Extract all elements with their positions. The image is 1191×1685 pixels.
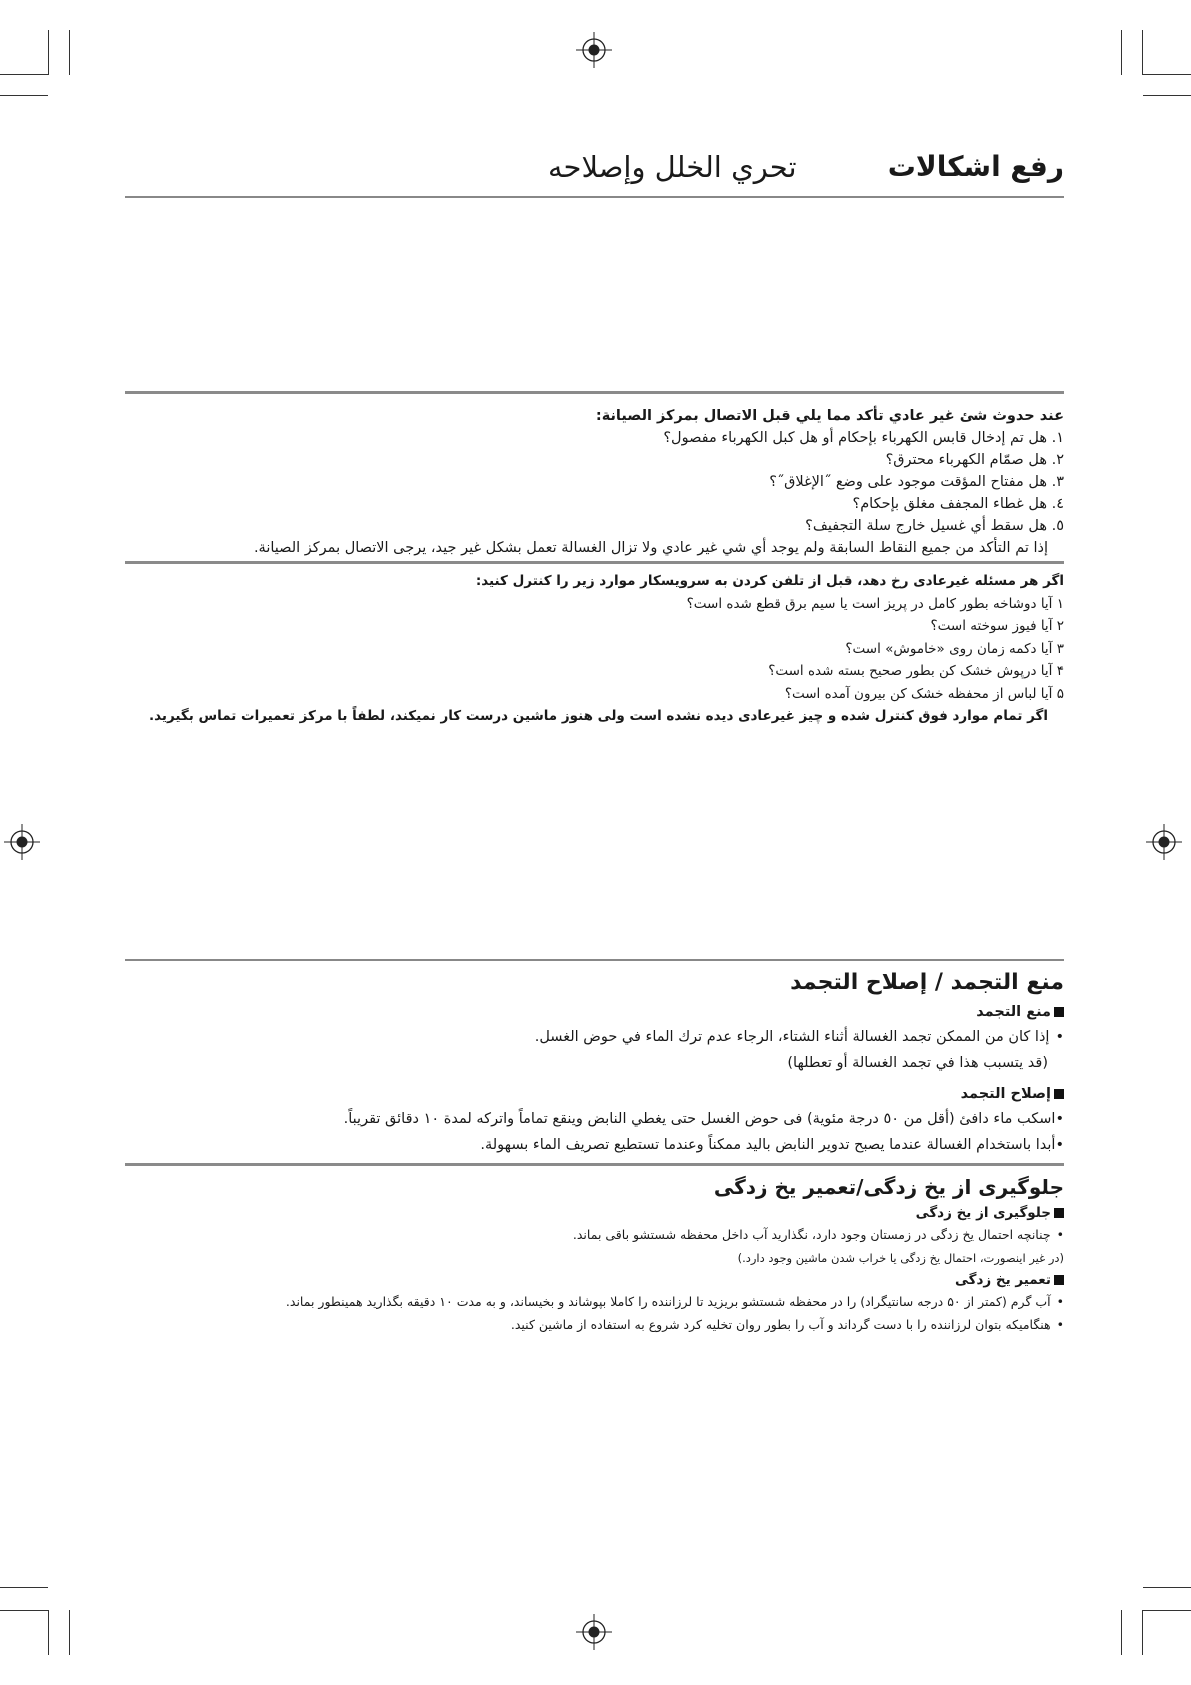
registration-mark-icon: [576, 1614, 612, 1650]
checklist-persian-item: ٢ آیا فیوز سوخته است؟: [930, 618, 1064, 634]
header-divider: [125, 196, 1064, 198]
freeze-persian-repair-item: •هنگامیکه بتوان لرزاننده را با دست گرداند و آب را بطور روان تخلیه کرد شروع به استفاده از ماشین کنید.: [104, 1314, 1064, 1337]
freeze-persian-prevent-item: •چنانچه احتمال یخ زدگی در زمستان وجود دارد، نگذارید آب داخل محفظه شستشو باقی بماند.: [104, 1224, 1064, 1247]
checklist-persian-item: ١ آیا دوشاخه بطور کامل در پریز است یا سیم برق قطع شده است؟: [686, 595, 1064, 612]
square-bullet-icon: [1054, 1275, 1064, 1285]
freeze-persian-repair-heading: تعمیر یخ زدگی: [104, 1269, 1064, 1291]
freeze-arabic-repair-item: •أبدا باستخدام الغسالة عندما يصبح تدوير النابض باليد ممكناً وعندما تستطيع تصريف الماء بسهولة.: [104, 1132, 1064, 1158]
section-divider: [125, 1163, 1064, 1166]
bullet-icon: •: [1056, 1316, 1064, 1332]
checklist-arabic-intro: عند حدوث شئ غير عادي تأكد مما يلي قبل الاتصال بمركز الصيانة:: [595, 408, 1064, 424]
checklist-arabic-item: ٢. هل صمّام الكهرباء محترق؟: [885, 452, 1064, 468]
freeze-persian-repair-item: •آب گرم (کمتر از ۵۰ درجه سانتیگراد) را در محفظه شستشو بریزید تا لرزاننده را کاملا بپوشاند و بخیساند، و به مدت ۱۰ دقیقه بگذارید همینطور بماند.: [104, 1291, 1064, 1314]
registration-mark-icon: [576, 32, 612, 68]
freeze-persian-title: جلوگیری از یخ زدگی/تعمیر یخ زدگی: [713, 1175, 1064, 1199]
registration-mark-icon: [4, 824, 40, 860]
page-title-persian: رفع اشكالات: [887, 150, 1064, 183]
freeze-arabic-prevent-item: •إذا كان من الممكن تجمد الغسالة أثناء الشتاء، الرجاء عدم ترك الماء في حوض الغسل.: [104, 1024, 1064, 1050]
section-divider: [125, 959, 1064, 961]
square-bullet-icon: [1054, 1007, 1064, 1017]
bullet-icon: •: [1056, 1294, 1064, 1309]
freeze-arabic-repair-item: •اسكب ماء دافئ (أقل من ٥٠ درجة مئوية) فى حوض الغسل حتى يغطي النابض وينقع تماماً واتركه لمدة ١٠ دقائق تقريباً.: [104, 1106, 1064, 1132]
checklist-arabic-footer: إذا تم التأكد من جميع النقاط السابقة ولم يوجد أي شي غير عادي ولا تزال الغسالة تعمل بشكل غير جيد، يرجى الاتصال بمركز الصيانة.: [253, 540, 1048, 556]
square-bullet-icon: [1054, 1208, 1064, 1218]
bullet-icon: •: [1055, 1029, 1064, 1045]
freeze-arabic-title: منع التجمد / إصلاح التجمد: [790, 970, 1064, 995]
checklist-arabic: [104, 405, 1064, 559]
section-divider: [125, 561, 1064, 564]
registration-mark-icon: [1146, 824, 1182, 860]
section-divider: [125, 391, 1064, 394]
checklist-persian: [104, 570, 1064, 728]
bullet-icon: •: [1056, 1227, 1064, 1242]
freeze-arabic-prevent-note: (قد يتسبب هذا في تجمد الغسالة أو تعطلها): [787, 1055, 1048, 1071]
checklist-arabic-item: ٣. هل مفتاح المؤقت موجود على وضع ˝الإغلاق˝؟: [769, 474, 1064, 490]
freeze-persian-prevent-note: (در غیر اینصورت، احتمال یخ زدگی یا خراب شدن ماشین وجود دارد.): [737, 1250, 1064, 1265]
checklist-persian-item: ۵ آیا لباس از محفظه خشک کن بیرون آمده است؟: [784, 685, 1064, 702]
checklist-arabic-item: ١. هل تم إدخال قابس الكهرباء بإحكام أو هل كبل الكهرباء مفصول؟: [663, 430, 1064, 446]
freeze-arabic: [104, 966, 1064, 1158]
checklist-arabic-item: ٤. هل غطاء المجفف مغلق بإحكام؟: [852, 496, 1064, 512]
square-bullet-icon: [1054, 1089, 1064, 1099]
bullet-icon: •: [1055, 1137, 1064, 1153]
bullet-icon: •: [1055, 1111, 1064, 1127]
checklist-persian-item: ٣ آیا دکمه زمان روی «خاموش» است؟: [845, 640, 1064, 657]
checklist-arabic-item: ٥. هل سقط أي غسيل خارج سلة التجفيف؟: [805, 518, 1064, 534]
checklist-persian-intro: اگر هر مسئله غیرعادی رخ دهد، قبل از تلفن کردن به سرویسکار موارد زیر را کنترل کنید:: [475, 573, 1064, 589]
freeze-persian: [104, 1172, 1064, 1336]
freeze-arabic-prevent-heading: منع التجمد: [104, 1000, 1064, 1024]
page-title-arabic: تحري الخلل وإصلاحه: [548, 150, 797, 184]
freeze-arabic-repair-heading: إصلاح التجمد: [104, 1082, 1064, 1106]
freeze-persian-prevent-heading: جلوگیری از یخ زدگی: [104, 1202, 1064, 1224]
checklist-persian-footer: اگر تمام موارد فوق کنترل شده و چیز غیرعادی دیده نشده است ولی هنوز ماشین درست کار نمیکند، لطفاً با مرکز تعمیرات تماس بگیرید.: [149, 708, 1048, 724]
checklist-persian-item: ۴ آیا درپوش خشک کن بطور صحیح بسته شده است؟: [768, 663, 1064, 679]
